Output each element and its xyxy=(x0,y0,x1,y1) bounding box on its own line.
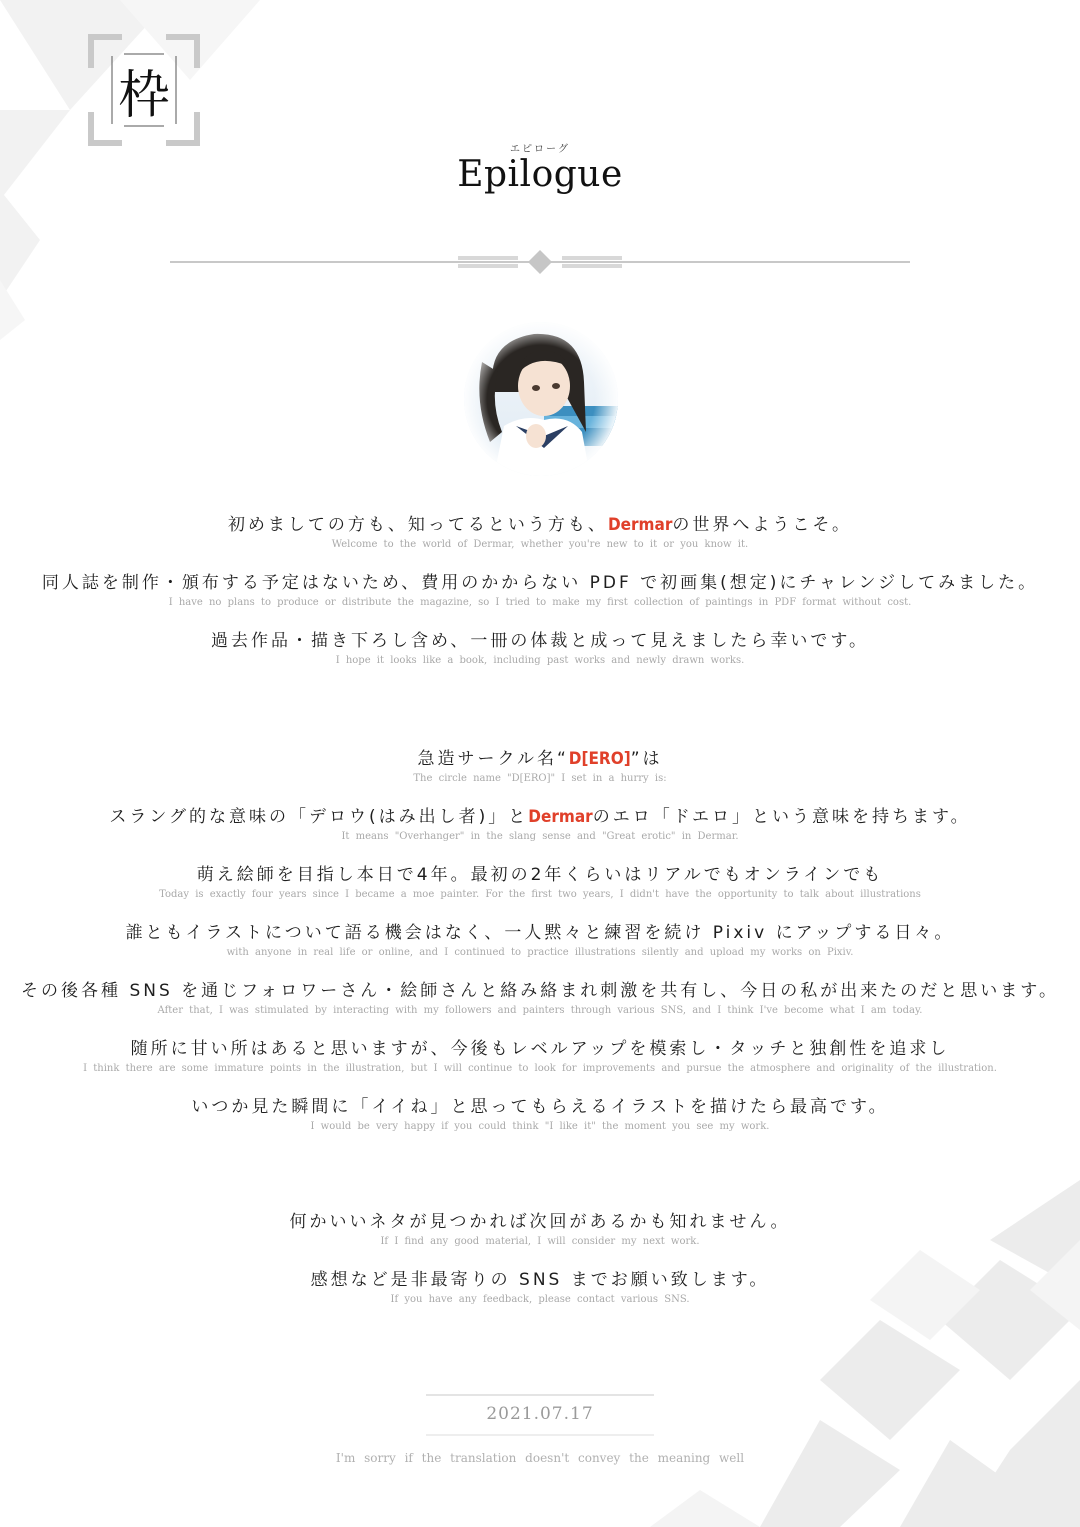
english-translation: After that, I was stimulated by interacting with my followers and painters through various SNS, and I think I've become what I am today. xyxy=(157,1005,923,1016)
japanese-line: スラング的な意味の「デロウ(はみ出し者)」とDermarのエロ「ドエロ」という意味を持ちます。 xyxy=(109,807,971,827)
japanese-line: 急造サークル名“D[ERO]”は xyxy=(417,749,663,769)
japanese-line: いつか見た瞬間に「イイね」と思ってもらえるイラストを描けたら最高です。 xyxy=(191,1097,889,1117)
circle-line xyxy=(0,922,1080,960)
japanese-line: 随所に甘い所はあると思いますが、今後もレベルアップを模索し・タッチと独創性を追求し xyxy=(130,1039,950,1059)
japanese-line: 何かいいネタが見つかれば次回があるかも知れません。 xyxy=(289,1212,791,1232)
japanese-line: 同人誌を制作・頒布する予定はないため、費用のかからない PDF で初画集(想定)にチャレンジしてみました。 xyxy=(41,573,1039,593)
intro-line xyxy=(0,514,1080,552)
japanese-line: 初めましての方も、知ってるという方も、Dermarの世界へようこそ。 xyxy=(227,515,853,535)
highlight-circle-name: D[ERO] xyxy=(568,749,631,769)
circle-line xyxy=(0,864,1080,902)
english-translation: Welcome to the world of Dermar, whether you're new to it or you know it. xyxy=(331,539,749,550)
circle-line xyxy=(0,980,1080,1018)
japanese-line: 萌え絵師を目指し本日で4年。最初の2年くらいはリアルでもオンラインでも xyxy=(196,865,884,885)
translation-note: I'm sorry if the translation doesn't convey the meaning well xyxy=(335,1451,745,1465)
english-translation: The circle name "D[ERO]" I set in a hurry is: xyxy=(413,773,667,784)
intro-line xyxy=(0,572,1080,610)
english-translation: Today is exactly four years since I became a moe painter. For the first two years, I didn't have the opportunity to talk about illustrations xyxy=(159,889,921,900)
intro-line xyxy=(0,630,1080,668)
japanese-line: 誰ともイラストについて語る機会はなく、一人黙々と練習を続け Pixiv にアップする日々。 xyxy=(125,923,955,943)
circle-line xyxy=(0,806,1080,844)
date-rule-bottom xyxy=(426,1434,654,1436)
circle-line xyxy=(0,1038,1080,1076)
circle-line xyxy=(0,1096,1080,1134)
japanese-line: 過去作品・描き下ろし含め、一冊の体裁と成って見えましたら幸いです。 xyxy=(211,631,869,651)
english-translation: with anyone in real life or online, and I continued to practice illustrations silently and upload my works on Pixiv. xyxy=(226,947,854,958)
japanese-line: その後各種 SNS を通じフォロワーさん・絵師さんと絡み絡まれ刺激を共有し、今日の私が出来たのだと思います。 xyxy=(21,981,1059,1001)
english-translation: If I find any good material, I will consider my next work. xyxy=(380,1236,700,1247)
english-translation: I have no plans to produce or distribute the magazine, so I tried to make my first collection of paintings in PDF format without cost. xyxy=(168,597,912,608)
circle-line xyxy=(0,748,1080,786)
title-ruby: エピローグ xyxy=(510,144,570,155)
english-translation: I hope it looks like a book, including past works and newly drawn works. xyxy=(335,655,745,666)
japanese-line: 感想など是非最寄りの SNS までお願い致します。 xyxy=(310,1270,770,1290)
date-rule-top xyxy=(426,1394,654,1396)
english-translation: If you have any feedback, please contact various SNS. xyxy=(390,1294,690,1305)
highlight-name: Dermar xyxy=(607,515,673,535)
highlight-name: Dermar xyxy=(528,807,593,827)
closing-line xyxy=(0,1211,1080,1249)
english-translation: I think there are some immature points in the illustration, but I will continue to look for improvements and pursue the atmosphere and originality of the illustration. xyxy=(83,1063,997,1074)
page-title: Epilogue xyxy=(457,154,623,195)
english-translation: I would be very happy if you could think "I like it" the moment you see my work. xyxy=(310,1121,770,1132)
closing-line xyxy=(0,1269,1080,1307)
english-translation: It means "Overhanger" in the slang sense and "Great erotic" in Dermar. xyxy=(341,831,739,842)
publish-date: 2021.07.17 xyxy=(486,1404,594,1424)
logo-glyph: 枠 xyxy=(117,65,170,126)
